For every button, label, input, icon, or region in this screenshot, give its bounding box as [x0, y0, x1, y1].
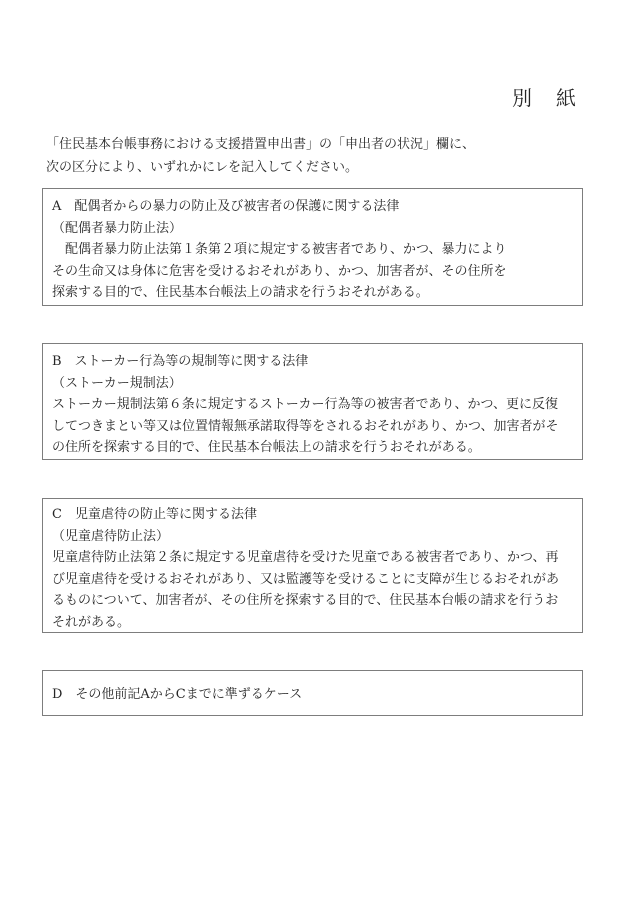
section-c-shortname-line: （児童虐待防止法）: [52, 528, 170, 544]
section-a-body-line: その生命又は身体に危害を受けるおそれがあり、かつ、加害者が、その住所を: [52, 263, 507, 279]
section-d-title-line: D その他前記AからCまでに準ずるケース: [52, 687, 303, 702]
section-d-box: [42, 670, 583, 716]
section-c-body-line: それがある。: [52, 614, 131, 630]
section-a-shortname-line: （配偶者暴力防止法）: [52, 220, 183, 236]
section-b-body-line: の住所を探索する目的で、住民基本台帳法上の請求を行うおそれがある。: [52, 440, 481, 455]
intro-line-2: 次の区分により、いずれかにレを記入してください。: [46, 160, 359, 175]
section-a-body-line: 配偶者暴力防止法第１条第２項に規定する被害者であり、かつ、暴力により: [52, 242, 507, 257]
page-corner-label: 別 紙: [512, 86, 578, 110]
section-b-box: [42, 343, 583, 460]
section-b-title-line: B ストーカー行為等の規制等に関する法律: [52, 354, 309, 369]
section-c-box: [42, 498, 583, 633]
section-c-body-line: 児童虐待防止法第２条に規定する児童虐待を受けた児童である被害者であり、かつ、再: [52, 550, 559, 565]
intro-line-1: 「住民基本台帳事務における支援措置申出書」の「申出者の状況」欄に、: [46, 137, 476, 152]
section-b-body-line: ストーカー規制法第６条に規定するストーカー行為等の被害者であり、かつ、更に反復: [52, 397, 558, 412]
section-b-shortname-line: （ストーカー規制法）: [52, 375, 182, 391]
section-c-title-line: C 児童虐待の防止等に関する法律: [52, 507, 257, 522]
section-a-body-line: 探索する目的で、住民基本台帳法上の請求を行うおそれがある。: [52, 285, 429, 300]
section-a-title-line: A 配偶者からの暴力の防止及び被害者の保護に関する法律: [52, 199, 400, 214]
section-c-body-line: び児童虐待を受けるおそれがあり、又は監護等を受けることに支障が生じるおそれがあ: [52, 571, 560, 587]
section-c-body-line: るものについて、加害者が、その住所を探索する目的で、住民基本台帳の請求を行うお: [52, 593, 559, 608]
section-b-body-line: してつきまとい等又は位置情報無承諾取得等をされるおそれがあり、かつ、加害者がそ: [52, 418, 559, 434]
intro-paragraph: [46, 133, 475, 179]
section-a-box: [42, 188, 583, 306]
